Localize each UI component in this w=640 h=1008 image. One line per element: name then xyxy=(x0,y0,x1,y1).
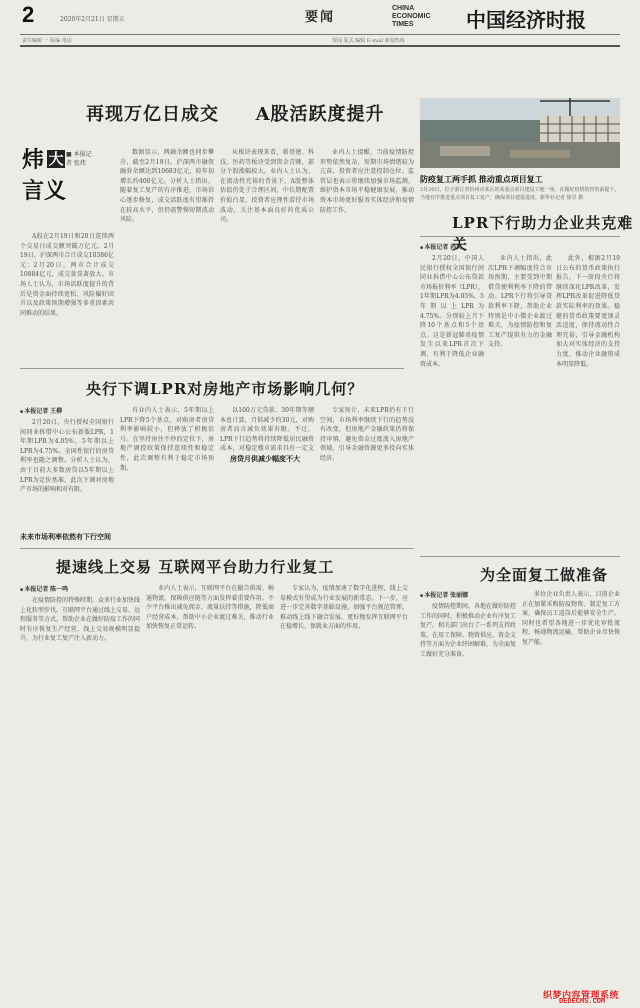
online-trade-col-2: 业内人士表示，互联网平台在撮合供需、畅通物流、保障供应链等方面发挥着重要作用。不少平台推出减免佣金、流量扶持等措施，降低商户经营成本，帮助中小企业渡过难关，推动行业加快恢复正常运转。 xyxy=(146,585,274,631)
online-trade-headline: 提速线上交易 互联网平台助力行业复工 xyxy=(56,558,335,576)
english-logo: CHINA ECONOMIC TIMES xyxy=(392,5,431,28)
lpr-enterprise-col-3: 此外，根据2月19日公布的货币政策执行报告，下一阶段央行将继续深化LPR改革，发挥LPR改革促进降低贷款实际利率的效果。稳健的货币政策要更加灵活适度，保持流动性合理充裕，引导金融机构加大对实体经济的支持力度，推动企业融资成本明显降低。 xyxy=(556,255,620,368)
resumption-headline: 为全面复工做准备 xyxy=(480,566,609,584)
issue-date: 2020年2月21日 星期五 xyxy=(60,16,125,23)
watermark-url: DEDECMS.COM xyxy=(559,998,606,1006)
lpr-enterprise-col-2: 业内人士指出，此次LPR下调幅度符合市场预期，主要受到中期借贷便利利率下降的带动。LPR下行将引导贷款利率下降，帮助企业特别是中小微企业渡过难关，为疫情防控和复工复产提供有力的金融支持。 xyxy=(488,255,552,349)
construction-photo xyxy=(420,98,620,168)
divider xyxy=(20,548,414,549)
stock-article-col-3: 从板块表现来看，新基建、科技、医药等板块受到资金青睐，部分个股涨幅较大。业内人士认为，在流动性充裕的背景下，A股整体估值仍处于合理区间，中长期配置价值凸显，投资者应理性看待市场波动，关注基本面良好的优质公司。 xyxy=(220,149,314,224)
badge-box-char: 大 xyxy=(48,150,64,168)
section-title: 要闻 xyxy=(304,10,335,25)
lpr-mortgage-byline: ■ 本报记者 王柳 xyxy=(20,406,62,415)
divider xyxy=(420,236,620,237)
badge-char-2: 言义 xyxy=(22,178,67,204)
online-trade-col-3: 专家认为，疫情加速了数字化进程，线上交易模式有望成为行业发展的新常态。下一步，应进一步完善数字基础设施，加强平台规范管理，推动线上线下融合发展，更好地发挥互联网平台在稳增长、保就业方面的作用。 xyxy=(280,585,408,631)
newspaper-logo: 中国经济时报 xyxy=(466,8,586,32)
resumption-col-2: 多位企业负责人表示，目前企业正在加紧采购防疫物资、制定复工方案，确保员工返岗后能够安全生产。同时也希望各地进一步优化审批流程，畅通物流运输，帮助企业尽快恢复产能。 xyxy=(522,591,620,646)
construction-site-image xyxy=(420,98,620,168)
stock-headline: 再现万亿日成交 A股活跃度提升 xyxy=(86,104,385,125)
stock-article-col-4: 业内人士提醒，当前疫情防控形势依然复杂，短期市场情绪较为亢奋，投资者应注意控制仓位。监管层也表示将继续加强市场监测，维护资本市场平稳健康发展，推动资本市场更好服务实体经济和疫情防控工作。 xyxy=(320,149,414,214)
column-byline: ■ 本报记者 张炜 xyxy=(66,151,92,167)
resumption-byline: ■ 本报记者 张丽娜 xyxy=(420,590,468,599)
contact-info: 要闻 版式 编辑 E-mail 新闻热线 xyxy=(332,38,405,44)
masthead-rule xyxy=(20,34,620,35)
photo-caption-title: 防疫复工两手抓 推动重点项目复工 xyxy=(420,174,543,184)
masthead-double-rule xyxy=(20,45,620,47)
divider xyxy=(420,556,620,557)
online-trade-byline: ■ 本报记者 陈一鸣 xyxy=(20,584,68,593)
stock-article-col-2: 数据显示，两融余额也同步攀升，截至2月19日，沪深两市融资融券余额达到10683亿元，较年初增长约400亿元。分析人士指出，随着复工复产的有序推进，市场信心逐步修复，成交活跃度有望维持在较高水平，但仍需警惕短期波动风险。 xyxy=(120,149,214,224)
divider xyxy=(20,368,404,369)
editor-info: 责任编辑 一 版编 电话 xyxy=(22,38,72,44)
lpr-mortgage-headline: 央行下调LPR对房地产市场影响几何？ xyxy=(86,380,364,398)
lpr-enterprise-headline: LPR下行助力企业共克难关 xyxy=(452,214,634,253)
photo-caption-text: 2月20日，位于浙江省杭州市某区的某重点项目建设工地一角。在做好疫情防控的前提下，当地有序推进重点项目复工复产，确保项目建设进度。新华社记者 徐昱 摄 xyxy=(420,187,620,201)
online-trade-col-1: 在疫情防控的特殊时期，众多行业加快线上化转型步伐。互联网平台通过线上交易、远程服务等方式，帮助企业在做好防疫工作的同时有序恢复生产经营，线上交易规模明显提升，为行业复工复产注入新动力。 xyxy=(20,597,140,643)
lpr-enterprise-col-1: 2月20日，中国人民银行授权全国银行间同业拆借中心公布贷款市场报价利率（LPR），1年期LPR为4.05%，5年期以上LPR为4.75%。分别较上月下降10个基点和5个基点。这是新冠肺炎疫情发生以来LPR首次下调，有利于降低企业融资成本。 xyxy=(420,255,484,368)
lpr-subhead-1: 未来市场利率依然有下行空间 xyxy=(20,532,111,541)
lpr-mortgage-col-4: 专家预计，未来LPR仍有下行空间，市场利率继续下行的趋势没有改变，但房地产金融政策仍将保持审慎，避免资金过度流入房地产领域，引导金融资源更多投向实体经济。 xyxy=(320,407,414,462)
resumption-col-1: 疫情防控期间，各地在做好防控工作的同时，积极推动企业有序复工复产。相关部门出台了一系列支持政策，在用工保障、物资供应、资金支持等方面为企业纾困解难，为全面复工做好充分准备。 xyxy=(420,603,516,658)
lpr-enterprise-byline: ■ 本报记者 孙爽 xyxy=(420,242,462,251)
badge-char-1: 炜 xyxy=(22,147,45,173)
lpr-mortgage-col-2: 有业内人士表示，5年期以上LPR下降5个基点，对购房者房贷利率影响较小，但释放了积极信号。在坚持房住不炒的定位下，房地产调控政策保持连续性和稳定性，此次调整有利于稳定市场预期。 xyxy=(120,407,214,472)
stock-article-col-1: A股在2月19日和20日连续两个交易日成交额突破万亿元。2月19日，沪深两市合计成交10386亿元；2月20日，两市合计成交10884亿元，成交量显著放大。市场人士认为，市场活跃度提升的背后是资金面持续宽松、风险偏好回升以及政策预期增强等多重因素共同推动的结果。 xyxy=(20,233,114,317)
column-badge xyxy=(20,148,66,218)
page-number: 2 xyxy=(22,2,35,27)
lpr-mortgage-col-3a: 以100万元贷款、30年期等额本息计算，月供减少约30元，对购房者而言减负效果有限。不过，LPR下行趋势将持续降低居民融资成本，对稳定楼市需求具有一定支 xyxy=(220,407,314,452)
masthead xyxy=(0,0,640,42)
lpr-subhead-2: 房贷月供减少幅度不大 xyxy=(230,454,300,463)
watermark-brand: 织梦内容管理系统 xyxy=(543,990,620,1000)
lpr-mortgage-col-1: 2月20日，央行授权全国银行间同业拆借中心公布新版LPR，1年期LPR为4.05%，5年期以上LPR为4.75%。全国性银行的房贷利率也随之调整。分析人士认为，由于目前大多数房贷以5年期以上LPR为定价基准，此次下调对房地产市场的影响相对有限。 xyxy=(20,419,114,494)
